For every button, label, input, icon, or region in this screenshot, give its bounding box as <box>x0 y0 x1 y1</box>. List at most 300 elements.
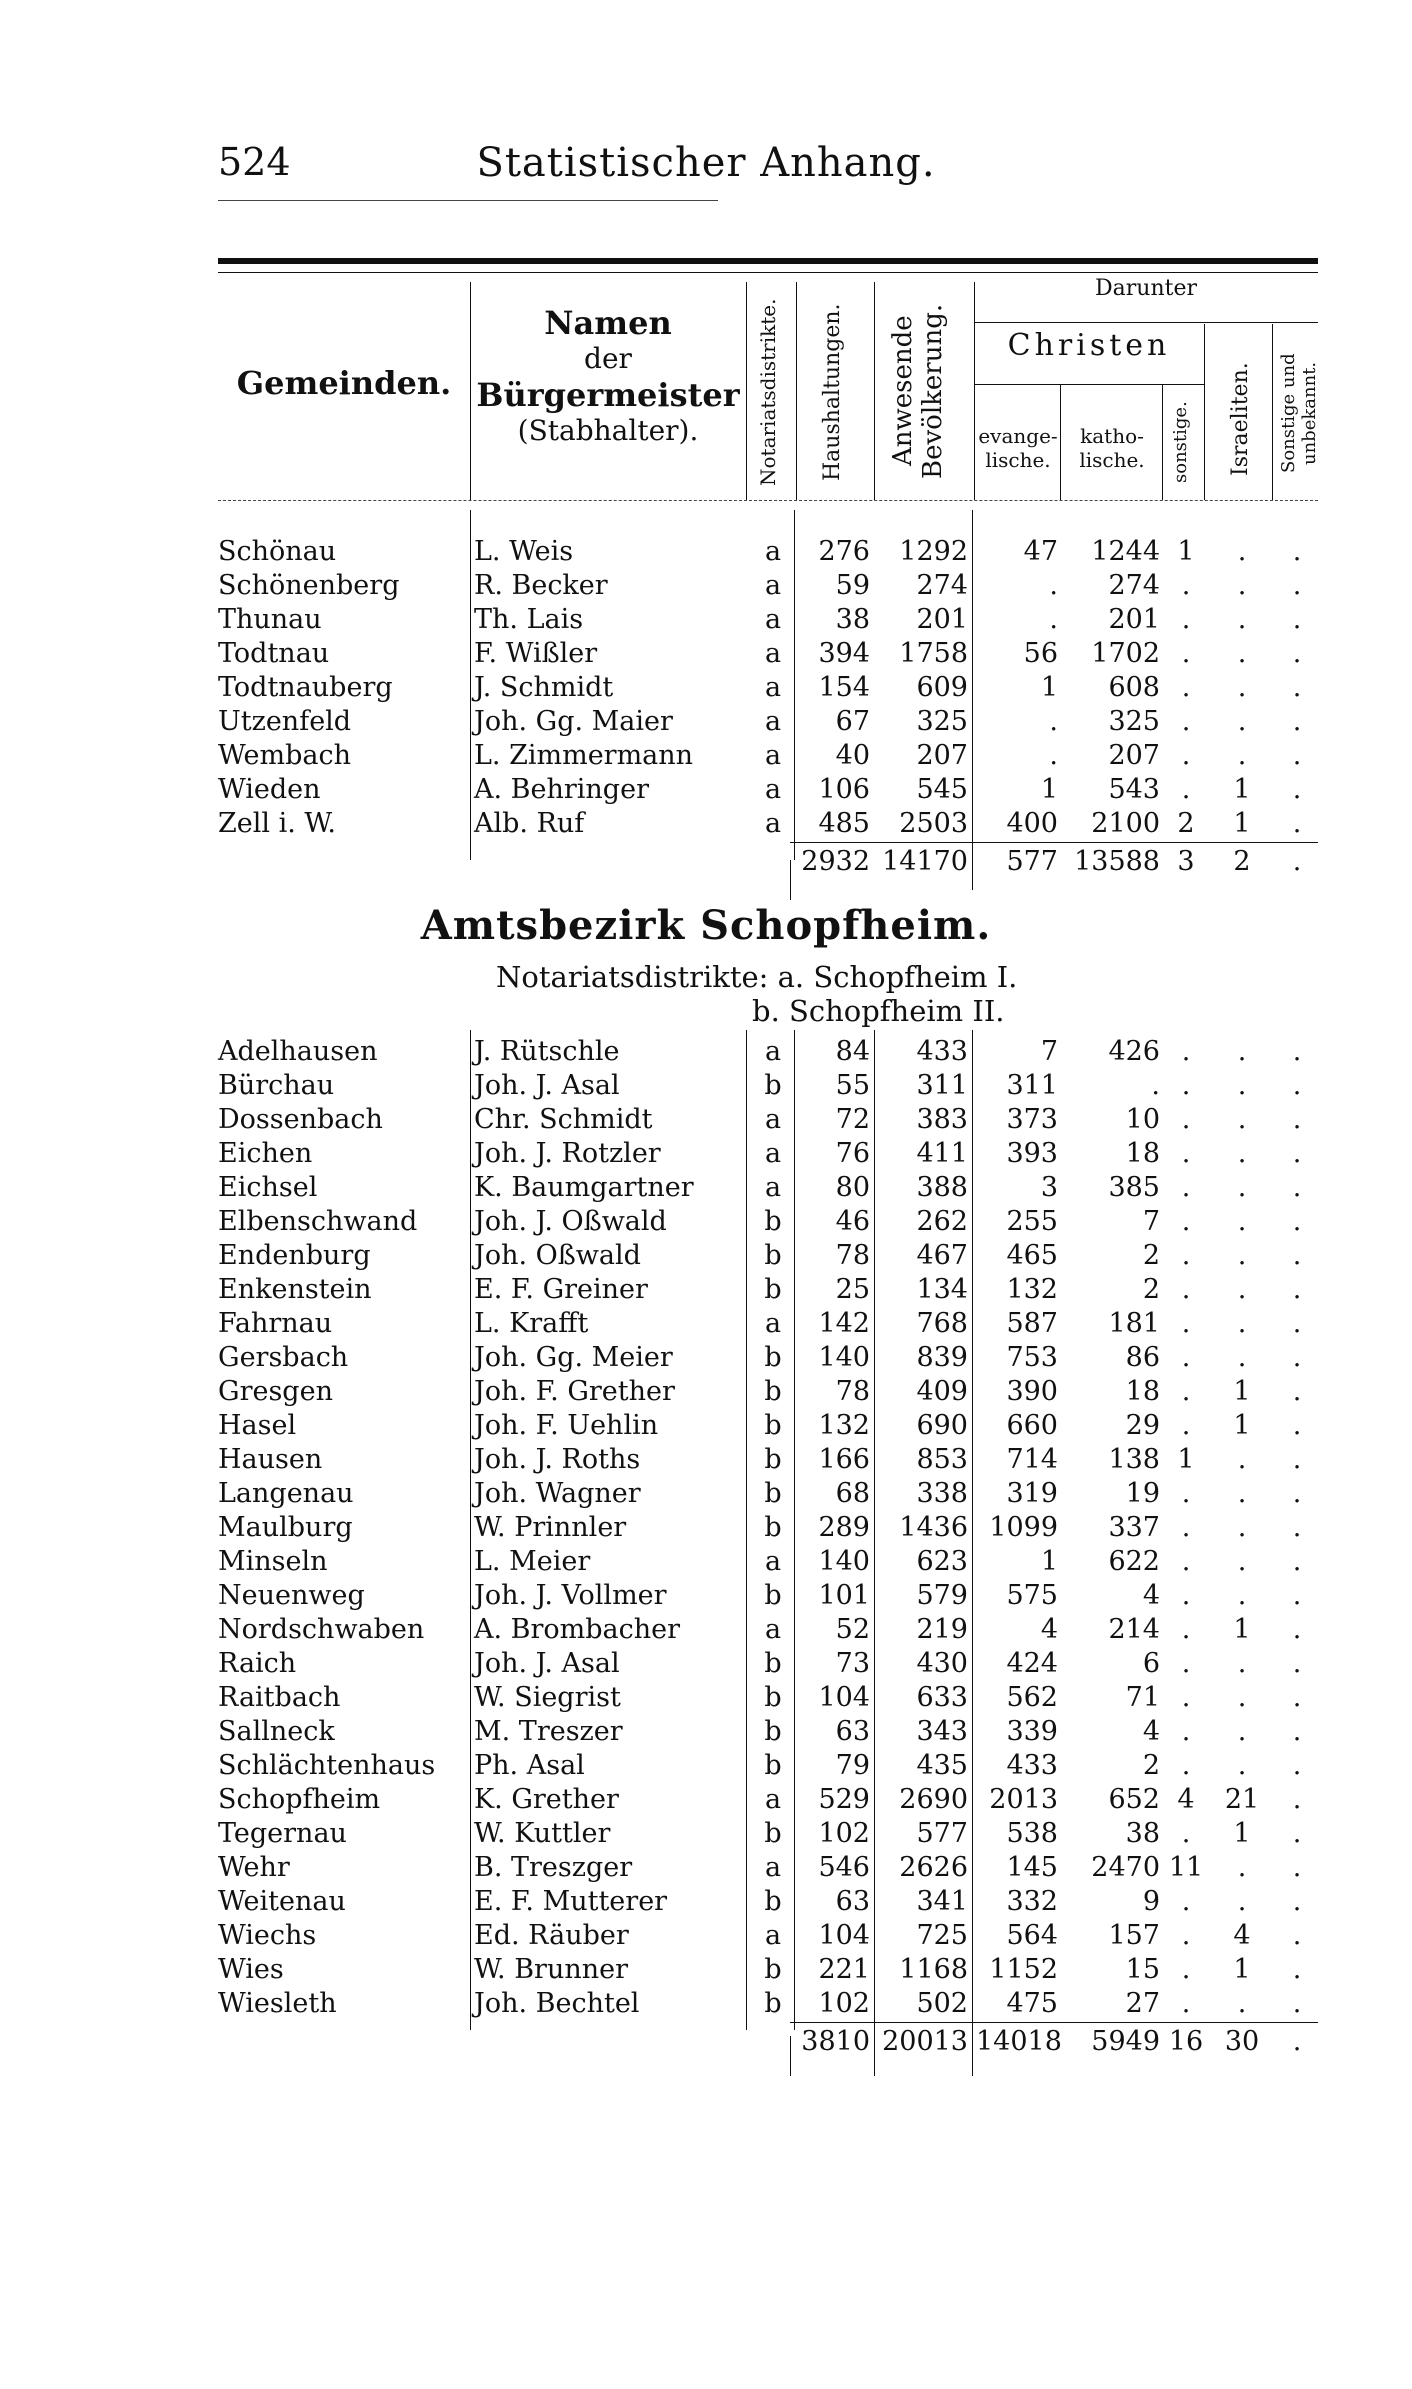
katholisch: 2 <box>1142 1274 1160 1305</box>
sum-rule <box>790 842 1318 843</box>
unbekannt: . <box>1292 1274 1302 1305</box>
notariat: b <box>764 1274 782 1305</box>
israeliten-header: Israeliten. <box>1228 362 1253 476</box>
israeliten: . <box>1237 1580 1247 1611</box>
table-header <box>218 258 1318 504</box>
sonstige: . <box>1181 672 1191 703</box>
notariatsdistrikte-header: Notariatsdistrikte. <box>756 298 780 486</box>
sonstige: . <box>1181 1818 1191 1849</box>
table-row <box>218 1512 1318 1546</box>
haushaltungen: 394 <box>818 638 870 669</box>
israeliten: . <box>1237 1342 1247 1373</box>
gemeinde: Maulburg <box>218 1512 353 1543</box>
evangelisch: 7 <box>1040 1036 1058 1067</box>
sonstige: . <box>1181 1342 1191 1373</box>
sum-bevoelkerung: 14170 <box>882 846 968 877</box>
buergermeister: M. Treszer <box>474 1716 623 1747</box>
unbekannt: . <box>1292 1512 1302 1543</box>
haushaltungen: 106 <box>818 774 870 805</box>
sonstige: 11 <box>1168 1852 1204 1883</box>
unbekannt: . <box>1292 1172 1302 1203</box>
haushaltungen: 142 <box>818 1308 870 1339</box>
bevoelkerung: 435 <box>916 1750 968 1781</box>
evangelisch: 1152 <box>989 1954 1058 1985</box>
notariat: b <box>764 1648 782 1679</box>
table-row <box>218 1376 1318 1410</box>
katholisch: 201 <box>1108 604 1160 635</box>
buergermeister: Joh. J. Vollmer <box>474 1580 667 1611</box>
sonstige: . <box>1181 1886 1191 1917</box>
haushaltungen: 132 <box>818 1410 870 1441</box>
haushaltungen: 140 <box>818 1342 870 1373</box>
notariat: b <box>764 1750 782 1781</box>
israeliten: . <box>1237 1444 1247 1475</box>
evangelisch: . <box>1049 604 1058 635</box>
katholisch: 2470 <box>1091 1852 1160 1883</box>
notariat: b <box>764 1206 782 1237</box>
katholisch: 385 <box>1108 1172 1160 1203</box>
haushaltungen: 78 <box>835 1376 870 1407</box>
evangelisch: 319 <box>1006 1478 1058 1509</box>
haushaltungen: 40 <box>835 740 870 771</box>
gemeinde: Raich <box>218 1648 297 1679</box>
unbekannt: . <box>1292 1444 1302 1475</box>
katholisch: 2100 <box>1091 808 1160 839</box>
haushaltungen: 101 <box>818 1580 870 1611</box>
evangelisch: 132 <box>1006 1274 1058 1305</box>
sum-unbekannt: . <box>1292 2026 1302 2057</box>
israeliten: . <box>1237 604 1247 635</box>
sonstige: . <box>1181 1920 1191 1951</box>
sum-haushaltungen: 2932 <box>801 846 870 877</box>
katholisch: 325 <box>1108 706 1160 737</box>
unbekannt: . <box>1292 1852 1302 1883</box>
gemeinde: Wiechs <box>218 1920 317 1951</box>
evangelisch: 433 <box>1006 1750 1058 1781</box>
katholisch: 15 <box>1125 1954 1160 1985</box>
israeliten: . <box>1237 1172 1247 1203</box>
katholisch: 19 <box>1125 1478 1160 1509</box>
gemeinde: Minseln <box>218 1546 328 1577</box>
evangelisch: 332 <box>1006 1886 1058 1917</box>
buergermeister: J. Schmidt <box>474 672 614 703</box>
evangelisch: . <box>1049 706 1058 737</box>
table-row <box>218 1138 1318 1172</box>
israeliten: . <box>1237 740 1247 771</box>
gemeinde: Langenau <box>218 1478 354 1509</box>
unbekannt: . <box>1292 1716 1302 1747</box>
bevoelkerung: 388 <box>916 1172 968 1203</box>
israeliten: . <box>1237 1546 1247 1577</box>
katholisch: 622 <box>1108 1546 1160 1577</box>
sonstige: 1 <box>1177 536 1195 567</box>
buergermeister: L. Krafft <box>474 1308 589 1339</box>
unbekannt: . <box>1292 536 1302 567</box>
bevoelkerung: 2503 <box>899 808 968 839</box>
unbekannt: . <box>1292 706 1302 737</box>
table-row <box>218 1240 1318 1274</box>
evangelisch: 56 <box>1023 638 1058 669</box>
evangelisch: 424 <box>1006 1648 1058 1679</box>
anwesende-header: Anwesende Bevölkerung. <box>888 303 948 479</box>
evangelisch: 311 <box>1006 1070 1058 1101</box>
section-subtitle: b. Schopfheim II. <box>752 994 1005 1028</box>
bevoelkerung: 274 <box>916 570 968 601</box>
notariat: b <box>764 1580 782 1611</box>
sonstige: . <box>1181 1478 1191 1509</box>
buergermeister: K. Grether <box>474 1784 619 1815</box>
unbekannt: . <box>1292 1206 1302 1237</box>
haushaltungen: 80 <box>835 1172 870 1203</box>
notariat: b <box>764 1478 782 1509</box>
sonstige: . <box>1181 1036 1191 1067</box>
buergermeister: Alb. Ruf <box>474 808 585 839</box>
katholisch: 7 <box>1142 1206 1160 1237</box>
unbekannt: . <box>1292 1954 1302 1985</box>
buergermeister: W. Siegrist <box>474 1682 621 1713</box>
unbekannt: . <box>1292 1580 1302 1611</box>
sonstige: . <box>1181 1750 1191 1781</box>
bevoelkerung: 690 <box>916 1410 968 1441</box>
notariat: a <box>764 570 782 601</box>
unbekannt: . <box>1292 1070 1302 1101</box>
buergermeister: Ph. Asal <box>474 1750 585 1781</box>
table-row <box>218 638 1318 672</box>
israeliten: . <box>1237 1478 1247 1509</box>
evangelisch: 145 <box>1006 1852 1058 1883</box>
bevoelkerung: 433 <box>916 1036 968 1067</box>
israeliten: 4 <box>1233 1920 1251 1951</box>
table-row <box>218 1784 1318 1818</box>
unbekannt: . <box>1292 1818 1302 1849</box>
table-row <box>218 808 1318 842</box>
sum-sonstige: 3 <box>1177 846 1195 877</box>
evangelisch: 4 <box>1040 1614 1058 1645</box>
israeliten: . <box>1237 1308 1247 1339</box>
israeliten: . <box>1237 1988 1247 2019</box>
israeliten: . <box>1237 1274 1247 1305</box>
buergermeister: K. Baumgartner <box>474 1172 694 1203</box>
buergermeister: F. Wißler <box>474 638 598 669</box>
sonstige: . <box>1181 1410 1191 1441</box>
bevoelkerung: 1758 <box>899 638 968 669</box>
haushaltungen: 67 <box>835 706 870 737</box>
notariat: b <box>764 1240 782 1271</box>
evangelisch: 400 <box>1006 808 1058 839</box>
unbekannt: . <box>1292 1410 1302 1441</box>
bevoelkerung: 609 <box>916 672 968 703</box>
sum-row <box>218 842 1318 882</box>
sonstige: 2 <box>1177 808 1195 839</box>
israeliten: 1 <box>1233 1818 1251 1849</box>
buergermeister: Joh. J. Rotzler <box>474 1138 661 1169</box>
katholisch: 274 <box>1108 570 1160 601</box>
evangelisch: 660 <box>1006 1410 1058 1441</box>
buergermeister: L. Zimmermann <box>474 740 694 771</box>
evangelisch: 339 <box>1006 1716 1058 1747</box>
sonstige: . <box>1181 1512 1191 1543</box>
evangelisch: . <box>1049 740 1058 771</box>
gemeinde: Schönenberg <box>218 570 400 601</box>
bevoelkerung: 623 <box>916 1546 968 1577</box>
table-row <box>218 1172 1318 1206</box>
buergermeister: J. Rütschle <box>474 1036 620 1067</box>
sonstige: . <box>1181 1240 1191 1271</box>
bevoelkerung: 725 <box>916 1920 968 1951</box>
haushaltungen: 63 <box>835 1886 870 1917</box>
buergermeister: A. Brombacher <box>474 1614 681 1645</box>
haushaltungen: 78 <box>835 1240 870 1271</box>
katholisch: 10 <box>1125 1104 1160 1135</box>
haushaltungen: 79 <box>835 1750 870 1781</box>
sum-haushaltungen: 3810 <box>801 2026 870 2057</box>
table-row <box>218 604 1318 638</box>
haushaltungen: 68 <box>835 1478 870 1509</box>
buergermeister: E. F. Greiner <box>474 1274 648 1305</box>
gemeinde: Nordschwaben <box>218 1614 425 1645</box>
notariat: a <box>764 638 782 669</box>
bevoelkerung: 338 <box>916 1478 968 1509</box>
katholisch: 6 <box>1142 1648 1160 1679</box>
sonstige: 1 <box>1177 1444 1195 1475</box>
buergermeister: Joh. Gg. Maier <box>474 706 673 737</box>
bevoelkerung: 1292 <box>899 536 968 567</box>
israeliten: . <box>1237 536 1247 567</box>
running-title: Statistischer Anhang. <box>476 140 936 186</box>
notariat: a <box>764 672 782 703</box>
haushaltungen: 73 <box>835 1648 870 1679</box>
israeliten: . <box>1237 570 1247 601</box>
buergermeister: W. Brunner <box>474 1954 628 1985</box>
notariat: b <box>764 1376 782 1407</box>
haushaltungen: 102 <box>818 1988 870 2019</box>
bevoelkerung: 502 <box>916 1988 968 2019</box>
israeliten: . <box>1237 1138 1247 1169</box>
evangelisch: 373 <box>1006 1104 1058 1135</box>
haushaltungen: 84 <box>835 1036 870 1067</box>
column-divider <box>746 282 747 500</box>
katholisch: 29 <box>1125 1410 1160 1441</box>
unbekannt: . <box>1292 1750 1302 1781</box>
sonstige: . <box>1181 1716 1191 1747</box>
buergermeister: Joh. F. Grether <box>474 1376 675 1407</box>
header-rule <box>218 200 718 201</box>
sonstige: . <box>1181 774 1191 805</box>
namen-line3: Bürgermeister <box>476 375 740 414</box>
gemeinde: Weitenau <box>218 1886 346 1917</box>
bevoelkerung: 839 <box>916 1342 968 1373</box>
sum-unbekannt: . <box>1292 846 1302 877</box>
notariat: b <box>764 1954 782 1985</box>
katholisch: 2 <box>1142 1240 1160 1271</box>
notariat: a <box>764 1920 782 1951</box>
column-divider <box>1272 324 1273 500</box>
bevoelkerung: 207 <box>916 740 968 771</box>
israeliten: 1 <box>1233 1376 1251 1407</box>
katholisch: 157 <box>1108 1920 1160 1951</box>
notariat: a <box>764 740 782 771</box>
notariat: b <box>764 1512 782 1543</box>
gemeinde: Elbenschwand <box>218 1206 418 1237</box>
notariat: a <box>764 774 782 805</box>
katholische-header: katho-lische. <box>1079 424 1145 472</box>
israeliten: 1 <box>1233 808 1251 839</box>
buergermeister: Ed. Räuber <box>474 1920 629 1951</box>
unbekannt: . <box>1292 1376 1302 1407</box>
buergermeister: Joh. Wagner <box>474 1478 641 1509</box>
notariat: a <box>764 1614 782 1645</box>
bevoelkerung: 383 <box>916 1104 968 1135</box>
unbekannt: . <box>1292 604 1302 635</box>
gemeinde: Eichen <box>218 1138 313 1169</box>
evangelisch: 575 <box>1006 1580 1058 1611</box>
notariat: a <box>764 1852 782 1883</box>
table-row <box>218 1920 1318 1954</box>
israeliten: . <box>1237 1206 1247 1237</box>
table-row <box>218 1206 1318 1240</box>
column-divider <box>1162 384 1163 500</box>
bevoelkerung: 134 <box>916 1274 968 1305</box>
haushaltungen: 485 <box>818 808 870 839</box>
buergermeister: W. Kuttler <box>474 1818 611 1849</box>
haushaltungen: 38 <box>835 604 870 635</box>
unbekannt: . <box>1292 1682 1302 1713</box>
katholisch: 138 <box>1108 1444 1160 1475</box>
katholisch: 543 <box>1108 774 1160 805</box>
sonstige: . <box>1181 638 1191 669</box>
page-number: 524 <box>218 140 291 184</box>
unbekannt: . <box>1292 1920 1302 1951</box>
unbekannt: . <box>1292 1138 1302 1169</box>
katholisch: 71 <box>1125 1682 1160 1713</box>
gemeinde: Schönau <box>218 536 337 567</box>
buergermeister: Joh. J. Oßwald <box>474 1206 667 1237</box>
column-divider <box>1060 384 1061 500</box>
bevoelkerung: 219 <box>916 1614 968 1645</box>
israeliten: 1 <box>1233 1614 1251 1645</box>
table-row <box>218 1648 1318 1682</box>
notariat: a <box>764 1104 782 1135</box>
gemeinde: Endenburg <box>218 1240 371 1271</box>
buergermeister: Joh. Oßwald <box>474 1240 641 1271</box>
haushaltungen: 276 <box>818 536 870 567</box>
table-row <box>218 1444 1318 1478</box>
buergermeister: A. Behringer <box>474 774 649 805</box>
evangelisch: 564 <box>1006 1920 1058 1951</box>
haushaltungen: 25 <box>835 1274 870 1305</box>
katholisch: 652 <box>1108 1784 1160 1815</box>
notariat: a <box>764 604 782 635</box>
evangelisch: 753 <box>1006 1342 1058 1373</box>
unbekannt: . <box>1292 1308 1302 1339</box>
bevoelkerung: 2626 <box>899 1852 968 1883</box>
notariat: a <box>764 706 782 737</box>
evangelisch: 475 <box>1006 1988 1058 2019</box>
bevoelkerung: 343 <box>916 1716 968 1747</box>
gemeinde: Eichsel <box>218 1172 318 1203</box>
katholisch: 38 <box>1125 1818 1160 1849</box>
evangelisch: 562 <box>1006 1682 1058 1713</box>
gemeinde: Thunau <box>218 604 322 635</box>
notariat: a <box>764 1138 782 1169</box>
unbekannt: . <box>1292 1104 1302 1135</box>
namen-line1: Namen <box>544 304 672 342</box>
table-row <box>218 1274 1318 1308</box>
sonstige: . <box>1181 1988 1191 2019</box>
gemeinde: Raitbach <box>218 1682 341 1713</box>
group2-table <box>218 1036 1318 2062</box>
unbekannt: . <box>1292 1648 1302 1679</box>
table-row <box>218 1818 1318 1852</box>
gemeinde: Gersbach <box>218 1342 349 1373</box>
evangelisch: 3 <box>1040 1172 1058 1203</box>
notariat: a <box>764 1308 782 1339</box>
evangelisch: 538 <box>1006 1818 1058 1849</box>
table-row <box>218 1546 1318 1580</box>
table-row <box>218 740 1318 774</box>
gemeinde: Todtnauberg <box>218 672 393 703</box>
notariat: a <box>764 1546 782 1577</box>
haushaltungen: 76 <box>835 1138 870 1169</box>
buergermeister: Th. Lais <box>474 604 584 635</box>
bevoelkerung: 430 <box>916 1648 968 1679</box>
notariat: a <box>764 536 782 567</box>
table-row <box>218 1410 1318 1444</box>
gemeinde: Tegernau <box>218 1818 347 1849</box>
haushaltungen: 546 <box>818 1852 870 1883</box>
israeliten: 1 <box>1233 1954 1251 1985</box>
katholisch: 18 <box>1125 1138 1160 1169</box>
gemeinde: Neuenweg <box>218 1580 365 1611</box>
buergermeister: Joh. J. Asal <box>474 1070 620 1101</box>
gemeinde: Adelhausen <box>218 1036 378 1067</box>
notariat: b <box>764 1886 782 1917</box>
katholisch: 426 <box>1108 1036 1160 1067</box>
unbekannt: . <box>1292 740 1302 771</box>
gemeinde: Schopfheim <box>218 1784 381 1815</box>
bevoelkerung: 768 <box>916 1308 968 1339</box>
katholisch: 214 <box>1108 1614 1160 1645</box>
evangelisch: 47 <box>1023 536 1058 567</box>
gemeinde: Wieden <box>218 774 321 805</box>
table-row <box>218 1886 1318 1920</box>
table-row <box>218 1682 1318 1716</box>
haushaltungen-header: Haushaltungen. <box>820 303 845 481</box>
sonstige: 4 <box>1177 1784 1195 1815</box>
israeliten: . <box>1237 1750 1247 1781</box>
namen-header <box>470 304 746 448</box>
notariat: b <box>764 1410 782 1441</box>
unbekannt: . <box>1292 638 1302 669</box>
bevoelkerung: 577 <box>916 1818 968 1849</box>
buergermeister: Joh. J. Roths <box>474 1444 641 1475</box>
israeliten: . <box>1237 1036 1247 1067</box>
sum-sonstige: 16 <box>1168 2026 1204 2057</box>
evangelisch: 1099 <box>989 1512 1058 1543</box>
sonstige: . <box>1181 1274 1191 1305</box>
sum-evangelisch: 577 <box>1006 846 1058 877</box>
header-bottom-rule <box>218 500 1318 501</box>
sonstige: . <box>1181 706 1191 737</box>
unbekannt: . <box>1292 672 1302 703</box>
haushaltungen: 289 <box>818 1512 870 1543</box>
evangelische-header: evange-lische. <box>978 424 1058 472</box>
unbekannt: . <box>1292 1784 1302 1815</box>
section-subtitle: Notariatsdistrikte: a. Schopfheim I. <box>496 960 1018 994</box>
namen-line2: der <box>584 342 632 376</box>
notariat: a <box>764 808 782 839</box>
bevoelkerung: 2690 <box>899 1784 968 1815</box>
